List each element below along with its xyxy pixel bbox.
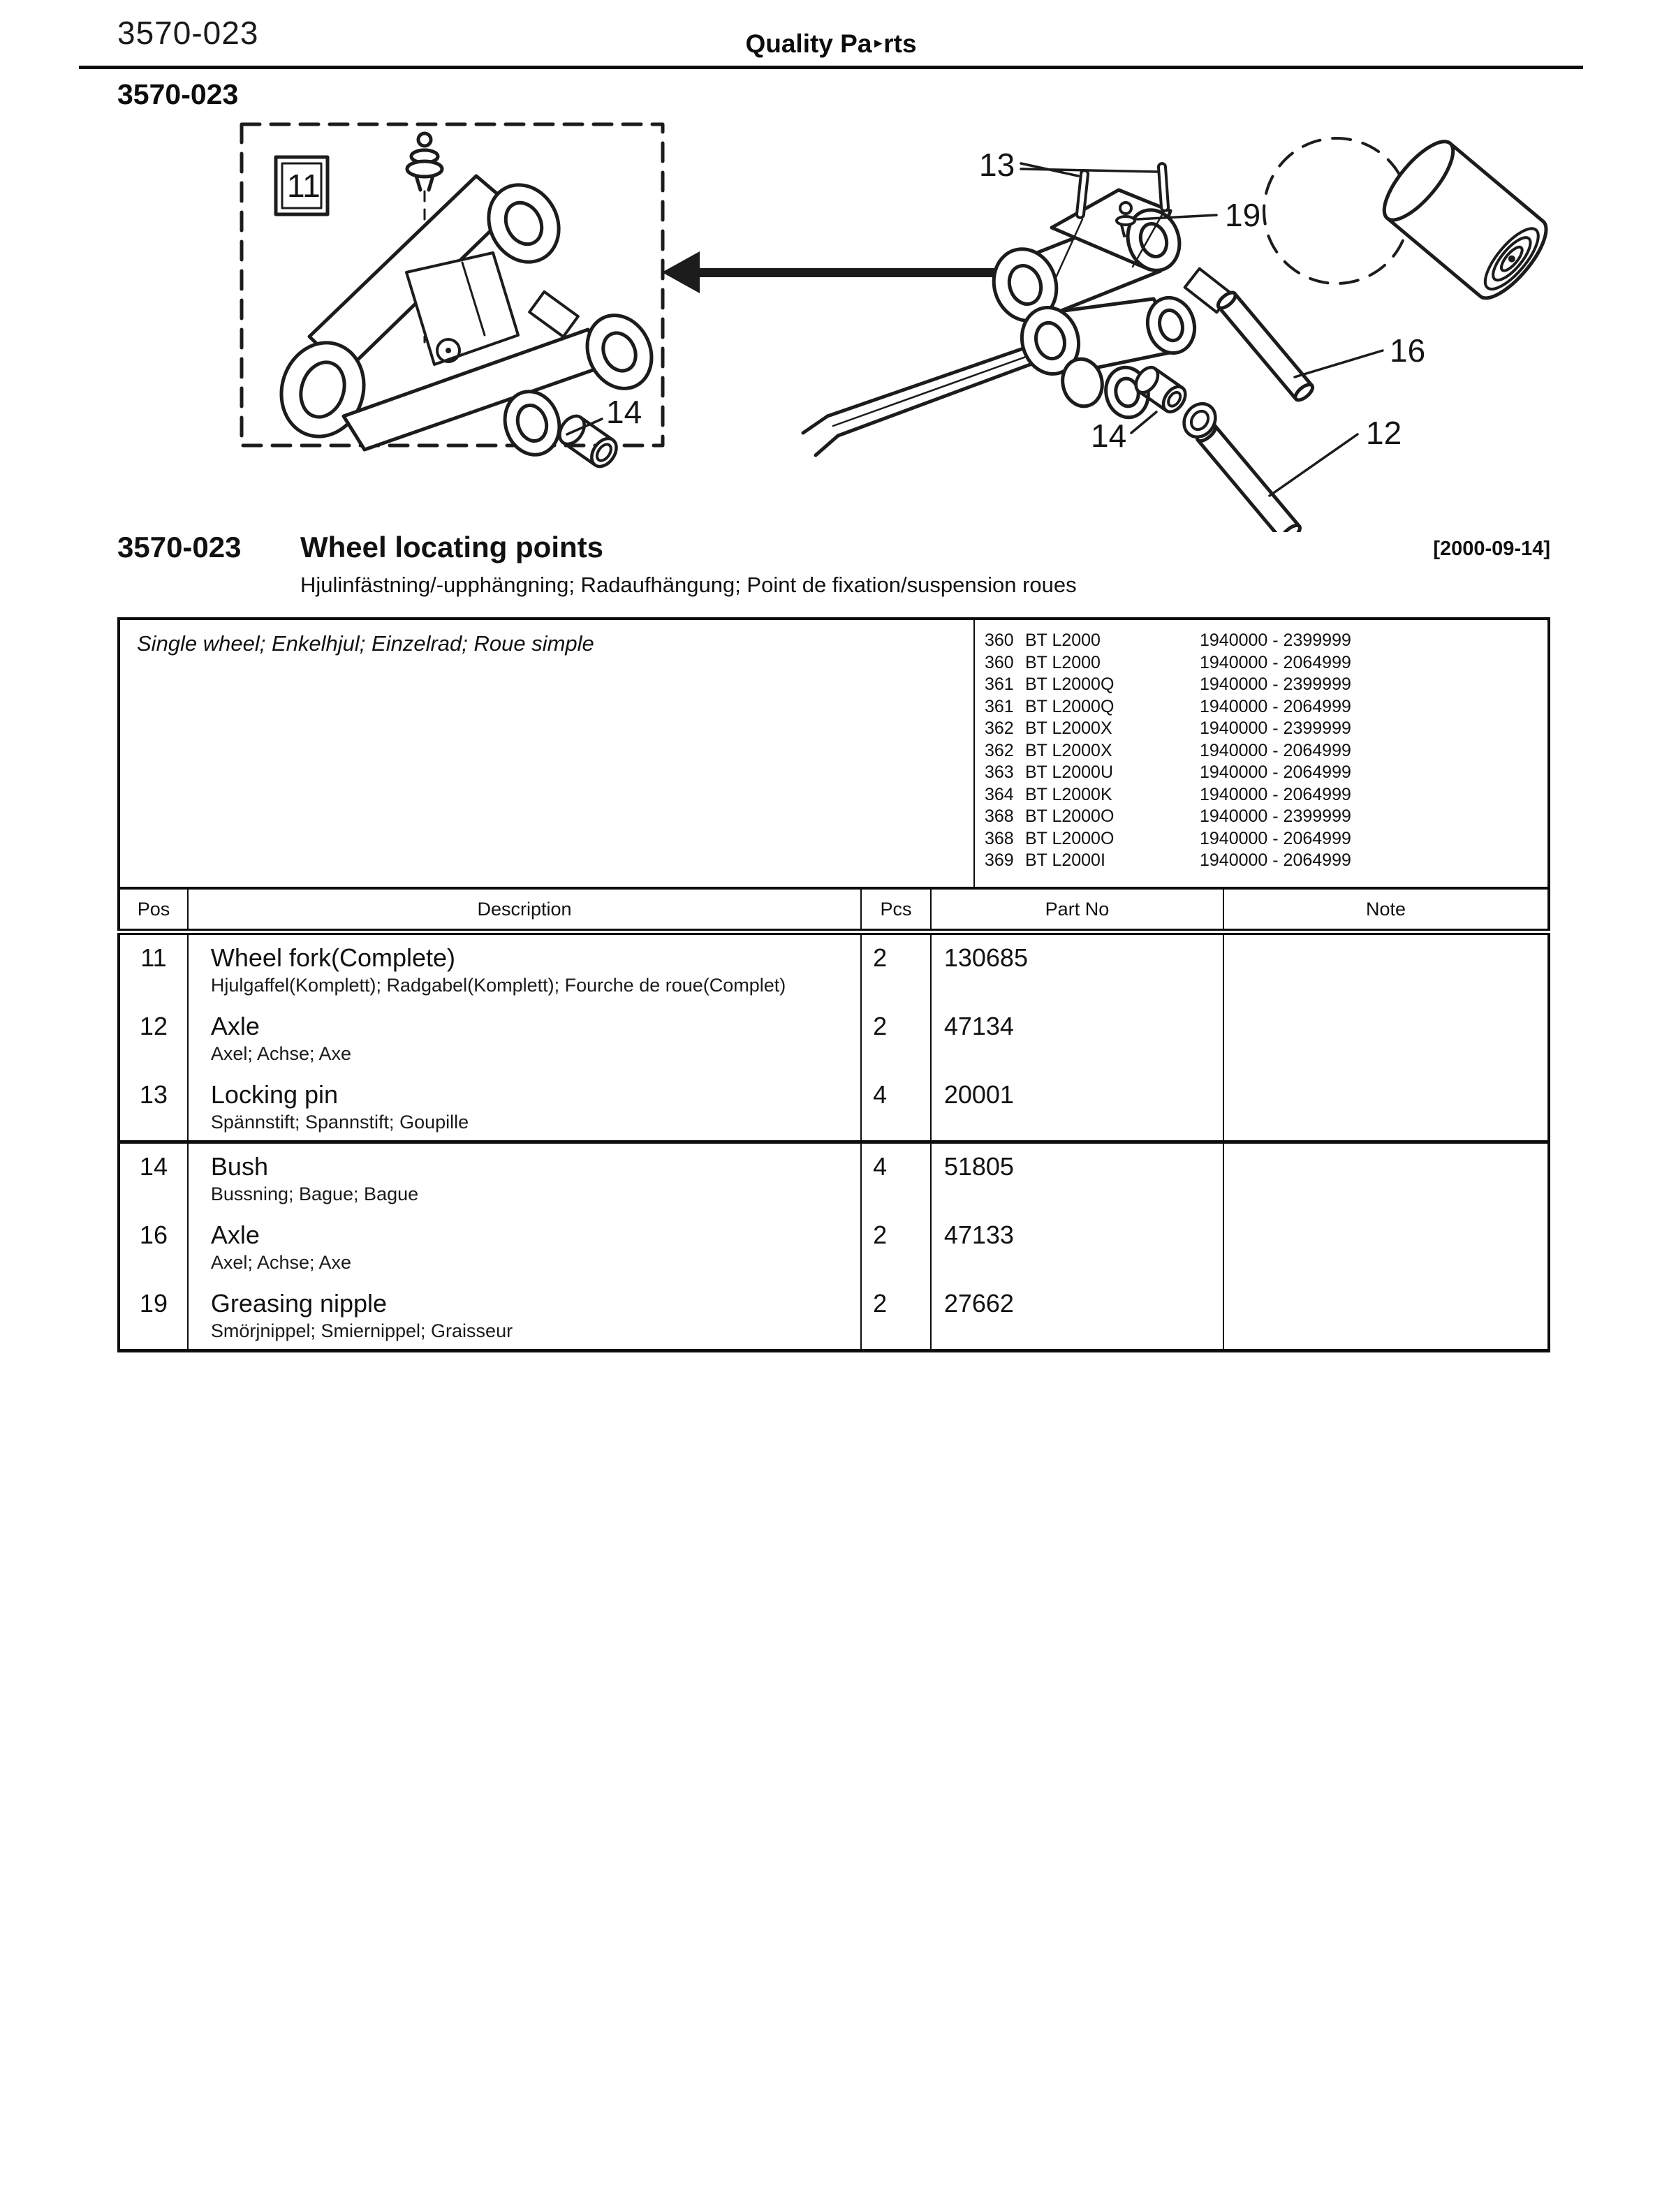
table-row	[119, 1142, 1549, 1213]
model-serial-range: 1940000 - 2064999	[1200, 652, 1351, 672]
table-row	[119, 1072, 1549, 1142]
fork-assembly-sketch	[985, 190, 1231, 421]
part-description: Axle	[210, 1221, 260, 1249]
model-name: BT L2000	[1025, 652, 1101, 672]
part-note	[1224, 1072, 1547, 1082]
model-info-box	[117, 617, 1550, 890]
model-serial-range: 1940000 - 2064999	[1200, 784, 1351, 804]
model-serial-range: 1940000 - 2399999	[1200, 718, 1351, 738]
parts-table	[117, 887, 1550, 1352]
col-header-note: Note	[1223, 888, 1549, 932]
callout-12: 12	[1366, 415, 1402, 451]
part-pcs: 2	[873, 943, 888, 972]
model-code: 360	[985, 631, 1014, 650]
variant-label: Single wheel; Enkelhjul; Einzelrad; Roue simple	[137, 631, 594, 656]
exploded-view-diagram	[105, 105, 1557, 532]
part-description-translations: Bussning; Bague; Bague	[210, 1184, 419, 1204]
model-serial-range: 1940000 - 2064999	[1200, 740, 1351, 760]
model-code: 362	[985, 740, 1014, 760]
model-row	[985, 696, 1547, 718]
part-note	[1224, 1281, 1547, 1290]
part-number: 20001	[943, 1080, 1014, 1109]
part-pcs: 4	[873, 1080, 888, 1109]
part-description: Wheel fork(Complete)	[210, 943, 456, 972]
brand-text-post: rts	[883, 29, 917, 58]
part-number: 51805	[943, 1152, 1014, 1181]
table-row	[119, 1003, 1549, 1072]
brand-arrow-icon: ►	[872, 36, 884, 51]
model-row	[985, 718, 1547, 740]
model-row	[985, 806, 1547, 828]
part-number: 47134	[943, 1012, 1014, 1040]
section-title: Wheel locating points	[300, 531, 604, 563]
model-name: BT L2000O	[1025, 828, 1115, 848]
brand-text-pre: Quality Pa	[745, 29, 872, 58]
model-serial-range: 1940000 - 2399999	[1200, 674, 1351, 694]
model-row	[985, 762, 1547, 784]
model-name: BT L2000X	[1025, 740, 1112, 760]
part-description: Axle	[210, 1012, 260, 1040]
model-code: 362	[985, 718, 1014, 738]
part-note	[1224, 1003, 1547, 1013]
model-row	[985, 652, 1547, 674]
part-description-translations: Hjulgaffel(Komplett); Radgabel(Komplett); Fourche de roue(Complet)	[210, 975, 786, 996]
part-number: 130685	[943, 943, 1028, 972]
part-pos: 19	[139, 1289, 168, 1318]
part-pos: 16	[139, 1221, 168, 1249]
brand-logotype	[0, 29, 1662, 59]
section-date: [2000-09-14]	[1433, 538, 1550, 560]
col-header-part-no: Part No	[931, 888, 1223, 932]
part-pos: 14	[139, 1152, 168, 1181]
header-divider	[79, 66, 1583, 69]
model-code: 361	[985, 696, 1014, 716]
col-header-pcs: Pcs	[861, 888, 931, 932]
part-note	[1224, 1144, 1547, 1153]
callout-11: 11	[287, 168, 321, 204]
col-header-pos: Pos	[119, 888, 188, 932]
page-header-code: 3570-023	[117, 15, 259, 51]
table-row	[119, 1281, 1549, 1351]
model-name: BT L2000	[1025, 631, 1101, 650]
model-name: BT L2000K	[1025, 784, 1112, 804]
part-description: Locking pin	[210, 1080, 339, 1109]
leader-12	[1270, 434, 1358, 496]
callout-19: 19	[1225, 197, 1261, 233]
model-list	[973, 620, 1547, 887]
wheel-fork-sketch	[270, 172, 663, 462]
model-serial-range: 1940000 - 2064999	[1200, 850, 1351, 870]
part-description-translations: Smörjnippel; Smiernippel; Graisseur	[210, 1320, 513, 1341]
model-code: 363	[985, 762, 1014, 782]
part-description-translations: Spännstift; Spannstift; Goupille	[210, 1112, 469, 1133]
callout-14-right: 14	[1091, 418, 1127, 454]
model-name: BT L2000O	[1025, 806, 1115, 826]
axle-pin-12-sketch	[1195, 422, 1302, 532]
section-subtitle: Hjulinfästning/-upphängning; Radaufhängung; Point de fixation/suspension roues	[300, 573, 1077, 597]
section-code: 3570-023	[117, 531, 242, 563]
part-number: 47133	[943, 1221, 1014, 1249]
part-pos: 13	[139, 1080, 168, 1109]
part-number: 27662	[943, 1289, 1014, 1318]
callout-14-left: 14	[606, 394, 642, 430]
model-row	[985, 674, 1547, 696]
part-pcs: 2	[873, 1289, 888, 1318]
part-pos: 12	[139, 1012, 168, 1040]
part-pos: 11	[140, 943, 167, 972]
model-code: 361	[985, 674, 1014, 694]
part-pcs: 2	[873, 1221, 888, 1249]
part-pcs: 4	[873, 1152, 888, 1181]
roller-wheel-sketch	[1374, 132, 1557, 309]
axle-pin-16-sketch	[1216, 290, 1316, 403]
model-serial-range: 1940000 - 2399999	[1200, 631, 1351, 650]
leader-16	[1295, 351, 1383, 377]
model-code: 368	[985, 828, 1014, 848]
model-code: 364	[985, 784, 1014, 804]
model-code: 368	[985, 806, 1014, 826]
parts-table-header	[119, 888, 1549, 932]
part-description-translations: Axel; Achse; Axe	[210, 1252, 352, 1273]
model-name: BT L2000Q	[1025, 696, 1115, 716]
model-name: BT L2000U	[1025, 762, 1114, 782]
col-header-description: Description	[188, 888, 861, 932]
table-row	[119, 1212, 1549, 1281]
model-serial-range: 1940000 - 2064999	[1200, 762, 1351, 782]
model-code: 369	[985, 850, 1014, 870]
part-description-translations: Axel; Achse; Axe	[210, 1043, 352, 1064]
model-name: BT L2000I	[1025, 850, 1105, 870]
model-row	[985, 630, 1547, 652]
model-serial-range: 1940000 - 2399999	[1200, 806, 1351, 826]
model-serial-range: 1940000 - 2064999	[1200, 828, 1351, 848]
model-name: BT L2000Q	[1025, 674, 1115, 694]
model-row	[985, 784, 1547, 806]
model-row	[985, 828, 1547, 850]
model-row	[985, 740, 1547, 762]
diagram-canvas	[105, 105, 1557, 532]
callout-13: 13	[979, 147, 1015, 183]
parts-group-1	[119, 932, 1549, 1142]
part-note	[1224, 935, 1547, 945]
table-row	[119, 932, 1549, 1004]
model-code: 360	[985, 652, 1014, 672]
part-note	[1224, 1212, 1547, 1222]
part-pcs: 2	[873, 1012, 888, 1040]
part-description: Greasing nipple	[210, 1289, 388, 1318]
callout-16: 16	[1390, 332, 1426, 369]
parts-group-2	[119, 1142, 1549, 1351]
leader-13	[1021, 163, 1159, 176]
model-row	[985, 850, 1547, 872]
figure-code: 3570-023	[117, 78, 239, 110]
model-serial-range: 1940000 - 2064999	[1200, 696, 1351, 716]
part-description: Bush	[210, 1152, 268, 1181]
model-name: BT L2000X	[1025, 718, 1112, 738]
